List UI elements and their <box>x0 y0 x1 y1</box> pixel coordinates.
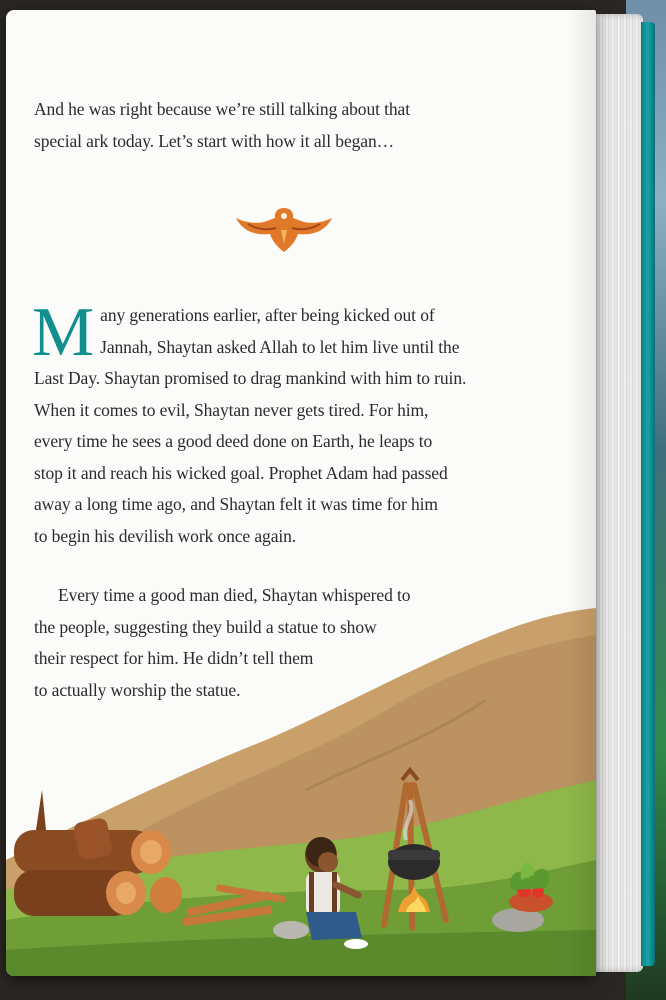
text-line: away a long time ago, and Shaytan felt it was time for him <box>34 494 438 514</box>
text-line: the people, suggesting they build a statue to show <box>34 616 377 637</box>
paragraph-2 <box>34 580 504 706</box>
drop-cap: M <box>32 294 95 371</box>
text-line: their respect for him. He didn’t tell them <box>34 648 314 668</box>
book-cover-edge <box>641 22 655 966</box>
text-line: to actually worship the statue. <box>34 679 241 700</box>
text-line: stop it and reach his wicked goal. Prophet Adam had passed <box>34 462 448 483</box>
text-line: to begin his devilish work once again. <box>34 525 297 546</box>
bird-ornament-icon <box>234 200 334 260</box>
text-line: special ark today. Let’s start with how it all began… <box>34 130 394 151</box>
text-line: When it comes to evil, Shaytan never gets tired. For him, <box>34 399 429 420</box>
text-line <box>34 580 504 612</box>
text-line: any generations earlier, after being kicked out of <box>100 305 435 325</box>
paragraph-1 <box>32 294 559 552</box>
text-line: And he was right because we’re still talking about that <box>34 99 410 119</box>
intro-text <box>34 94 559 157</box>
text-line-content: Every time a good man died, Shaytan whispered to <box>58 585 411 605</box>
text-line: every time he sees a good deed done on Earth, he leaps to <box>34 431 433 451</box>
text-line: Jannah, Shaytan asked Allah to let him live until the <box>100 336 460 357</box>
book-page <box>6 10 596 976</box>
text-line: Last Day. Shaytan promised to drag mankind with him to ruin. <box>34 368 467 388</box>
